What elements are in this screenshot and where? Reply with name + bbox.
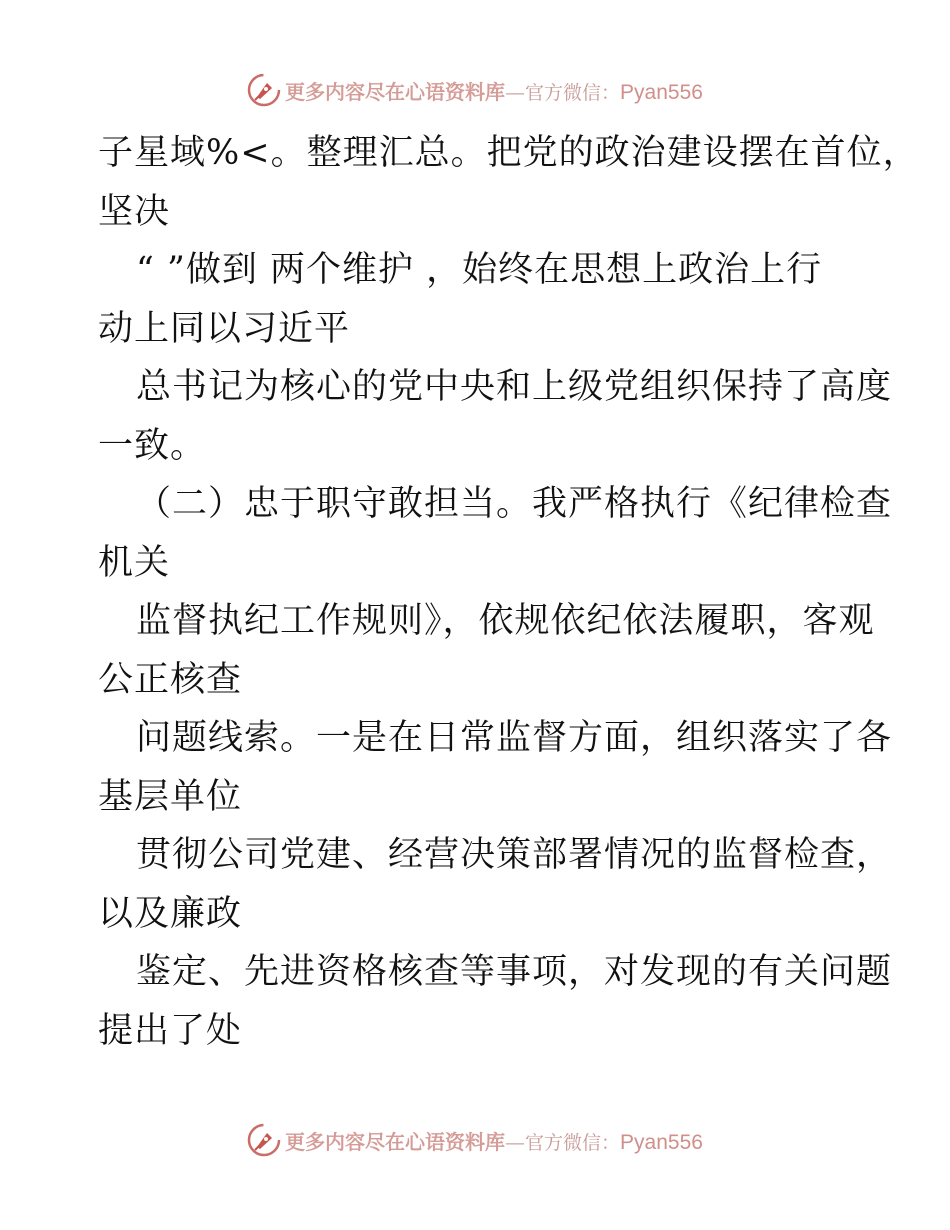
text-line: 坚决 [98,191,171,232]
text-line: 监督执纪工作规则》，依规依纪依法履职，客观 [136,601,875,641]
text-line: 贯彻公司党建、经营决策部署情况的监督检查， [136,835,893,875]
text-line: 动上同以习近平 [98,308,351,349]
document-body [98,124,919,1060]
header-banner [0,70,950,110]
banner-wechat-label: 官方微信： [525,81,621,104]
pen-nib-logo-icon [247,73,281,107]
text-line: 公正核查 [98,659,243,700]
text-line: 机关 [98,542,171,583]
pen-nib-logo-icon [247,1123,281,1157]
banner-separator: — [505,1129,526,1154]
banner-text [285,76,703,105]
banner-text [285,1126,703,1155]
text-line: 基层单位 [98,776,243,817]
text-line: 一致。 [98,425,207,466]
banner-wechat-label: 官方微信： [525,1131,621,1154]
text-line: 总书记为核心的党中央和上级党组织保持了高度 [136,367,893,407]
footer-banner [0,1120,950,1160]
text-line: 子星域%<。整理汇总。把党的政治建设摆在首位， [98,133,919,173]
text-line: 鉴定、先进资格核查等事项，对发现的有关问题 [136,952,893,992]
banner-brand: 更多内容尽在心语资料库 [285,79,506,104]
banner-wechat-id: Pyan556 [620,80,703,104]
banner-wechat-id: Pyan556 [620,1130,703,1154]
text-line: （二）忠于职守敢担当。我严格执行《纪律检查 [136,484,893,524]
banner-separator: — [505,79,526,104]
text-line: “ ”做到 两个维护 ，始终在思想上政治上行 [136,250,823,290]
banner-brand: 更多内容尽在心语资料库 [285,1129,506,1154]
text-line: 提出了处 [98,1010,243,1051]
text-line: 以及廉政 [98,893,243,934]
text-line: 问题线索。一是在日常监督方面，组织落实了各 [136,718,893,758]
